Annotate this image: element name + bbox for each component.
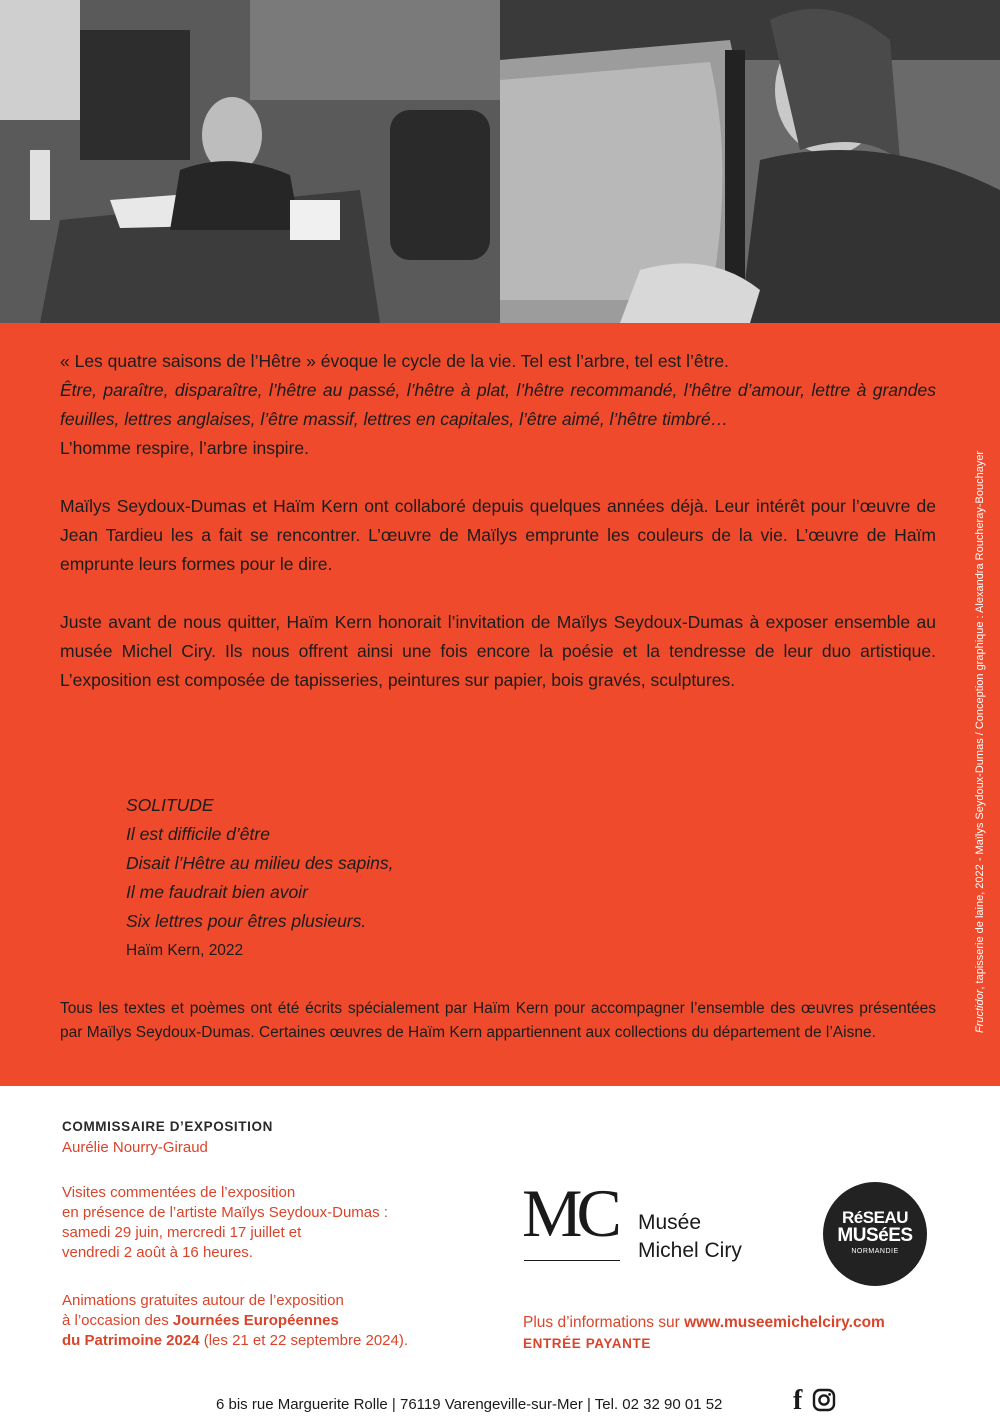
facebook-icon[interactable]: f <box>793 1385 803 1416</box>
credit-details: , tapisserie de laine, 2022 - Maïlys Seydoux-Dumas / Conception graphique : Alexandra Roucheray-Bouchayer <box>974 450 986 990</box>
animations-dates: (les 21 et 22 septembre 2024). <box>199 1332 409 1349</box>
curator-title: COMMISSAIRE D’EXPOSITION <box>62 1119 273 1134</box>
logo-underline <box>524 1260 620 1261</box>
description-panel <box>0 323 1000 1086</box>
curator-name: Aurélie Nourry-Giraud <box>62 1139 208 1156</box>
poem-line: Six lettres pour êtres plusieurs. <box>126 911 367 931</box>
guided-visits <box>62 1183 482 1263</box>
museum-address: 6 bis rue Marguerite Rolle | 76119 Varengeville-sur-Mer | Tel. 02 32 90 01 52 <box>216 1396 723 1413</box>
header-photos <box>0 0 1000 323</box>
visits-line: en présence de l’artiste Maïlys Seydoux-Dumas : <box>62 1204 388 1221</box>
visits-line: samedi 29 juin, mercredi 17 juillet et <box>62 1224 302 1241</box>
heritage-days-year: du Patrimoine 2024 <box>62 1332 200 1349</box>
photo-haim-kern-writing <box>0 0 500 323</box>
reseau-musees-normandie-logo <box>823 1182 927 1286</box>
website-link[interactable]: www.museemichelciry.com <box>684 1314 885 1331</box>
animations-line <box>62 1331 482 1351</box>
photo-right-illustration <box>500 0 1000 323</box>
poem-line: Il est difficile d’être <box>126 824 270 844</box>
intro-closing-line: L’homme respire, l’arbre inspire. <box>60 438 309 458</box>
photo-mailys-seydoux-dumas-press <box>500 0 1000 323</box>
poem-line: Il me faudrait bien avoir <box>126 882 308 902</box>
more-info-prefix: Plus d’informations sur <box>523 1314 685 1331</box>
museum-name <box>638 1209 742 1265</box>
reseau-logo-line2: MUSéES <box>837 1225 913 1246</box>
texts-note: Tous les textes et poèmes ont été écrits spécialement par Haïm Kern pour accompagner l’ensemble des œuvres présentées par Maïlys Seydoux-Dumas. Certaines œuvres de Haïm Kern appartiennent aux collections du département de l’Aisne. <box>60 1000 936 1041</box>
intro-line: « Les quatre saisons de l’Hêtre » évoque le cycle de la vie. Tel est l’arbre, tel est l’être. <box>60 351 729 371</box>
reseau-logo-line1: RéSEAU <box>842 1208 908 1227</box>
museum-name-line1: Musée <box>638 1211 702 1234</box>
paid-entry-label: ENTRÉE PAYANTE <box>523 1336 651 1351</box>
poem-solitude <box>126 791 393 965</box>
heritage-days-animations <box>62 1291 482 1351</box>
poem-line: Disait l’Hêtre au milieu des sapins, <box>126 853 394 873</box>
visits-line: vendredi 2 août à 16 heures. <box>62 1244 253 1261</box>
animations-prefix: à l’occasion des <box>62 1312 173 1329</box>
musee-michel-ciry-logo <box>522 1175 622 1264</box>
image-credit <box>974 451 986 1033</box>
reseau-logo-line3: NORMANDIE <box>851 1248 899 1255</box>
intro-italic-wordplay: Être, paraître, disparaître, l’hêtre au passé, l’hêtre à plat, l’hêtre recommandé, l’hêtre d’amour, lettre à grandes feuilles, lettres anglaises, l’être massif, lettres en capitales, l’être aimé, l’hêtre timbré… <box>60 380 936 429</box>
credit-work-title: Fructidor <box>974 989 986 1033</box>
mc-monogram: MC <box>522 1175 616 1251</box>
animations-line <box>62 1311 482 1331</box>
poem-title: SOLITUDE <box>126 795 214 815</box>
museum-name-line2: Michel Ciry <box>638 1239 742 1262</box>
exhibition-paragraph: Juste avant de nous quitter, Haïm Kern honorait l’invitation de Maïlys Seydoux-Dumas à exposer ensemble au musée Michel Ciry. Ils nous offrent ainsi une fois encore la poésie et la tendresse de leur duo artistique. L’exposition est composée de tapisseries, peintures sur papier, bois gravés, sculptures. <box>60 612 936 690</box>
visits-line: Visites commentées de l’exposition <box>62 1184 296 1201</box>
instagram-icon[interactable] <box>812 1388 836 1412</box>
animations-line: Animations gratuites autour de l’exposition <box>62 1292 344 1309</box>
collaboration-paragraph: Maïlys Seydoux-Dumas et Haïm Kern ont collaboré depuis quelques années déjà. Leur intérêt pour l’œuvre de Jean Tardieu les a fait se rencontrer. L’œuvre de Maïlys emprunte les couleurs de la vie. L’œuvre de Haïm emprunte leurs formes pour le dire. <box>60 496 936 574</box>
photo-left-illustration <box>0 0 500 323</box>
more-info <box>523 1313 885 1333</box>
heritage-days-name: Journées Européennes <box>172 1312 339 1329</box>
poem-signature: Haïm Kern, 2022 <box>126 942 244 959</box>
description-text <box>60 347 936 695</box>
